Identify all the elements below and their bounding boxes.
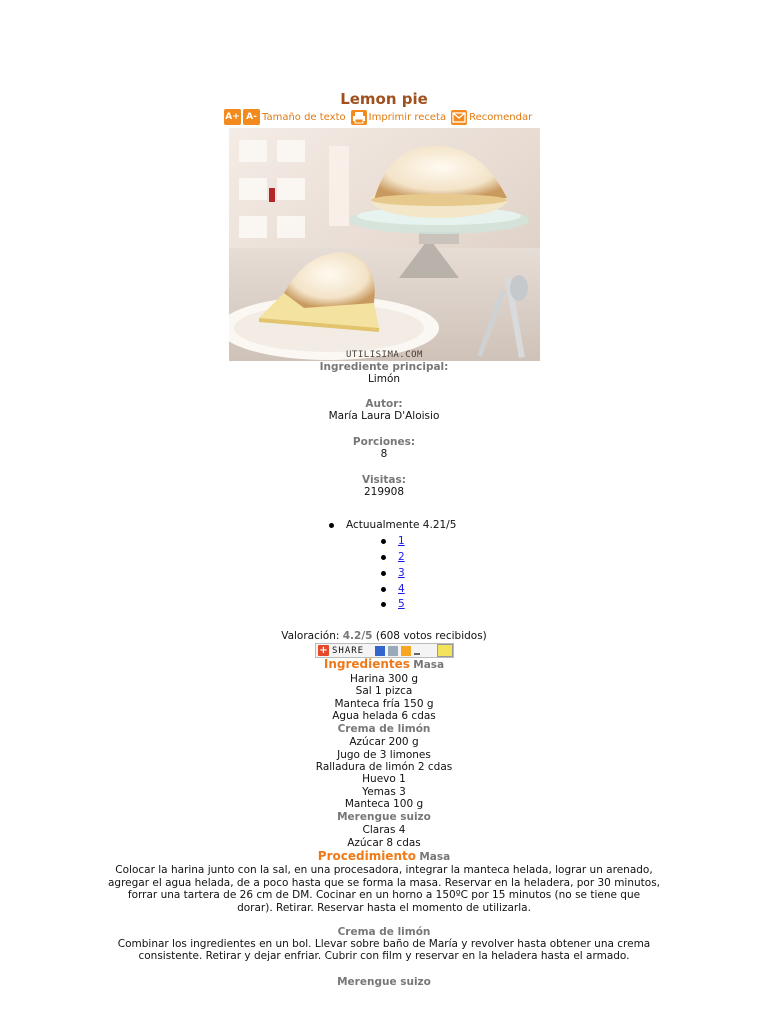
ingredient-item: Jugo de 3 limones <box>337 749 431 761</box>
rating-option-1[interactable]: 1 <box>398 535 405 547</box>
rating-option-2[interactable]: 2 <box>398 551 405 563</box>
detail-value: 8 <box>380 448 388 460</box>
procedure-header <box>0 850 768 864</box>
ingredient-group-title: Crema de limón <box>337 723 431 735</box>
recommend-link[interactable]: Recomendar <box>469 111 533 123</box>
share-label: SHARE <box>332 645 365 656</box>
procedure-text-line: Combinar los ingredientes en un bol. Llevar sobre baño de María y revolver hasta obtener una crema <box>117 938 651 950</box>
ingredient-item: Harina 300 g <box>349 673 419 685</box>
recipe-title: Lemon pie <box>340 90 428 108</box>
current-rating-text: Actuualmente 4.21/5 <box>346 519 457 531</box>
rating-summary-label: Valoración: <box>281 630 340 642</box>
digg-icon[interactable] <box>388 646 398 656</box>
bullet-icon <box>381 587 386 592</box>
rating-option-3[interactable]: 3 <box>398 567 405 579</box>
printer-icon[interactable] <box>351 110 367 125</box>
ingredients-header <box>0 658 768 672</box>
font-increase-button[interactable]: A+ <box>224 109 241 125</box>
ingredients-heading: Ingredientes <box>323 657 410 671</box>
detail-label: Porciones: <box>352 436 416 448</box>
detail-value: Limón <box>367 373 401 385</box>
procedure-step-title: Crema de limón <box>337 926 431 938</box>
detail-label: Visitas: <box>362 474 406 486</box>
ingredient-item: Ralladura de limón 2 cdas <box>315 761 453 773</box>
detail-label: Autor: <box>365 398 403 410</box>
ingredient-item: Manteca fría 150 g <box>334 698 434 710</box>
rating-option-item <box>381 535 405 547</box>
envelope-icon[interactable] <box>451 110 467 125</box>
font-size-link[interactable]: Tamaño de texto <box>262 111 346 123</box>
font-decrease-button[interactable]: A- <box>243 109 260 125</box>
procedure-text-line: consistente. Retirar y dejar enfriar. Cubrir con film y reservar en la heladera hasta el armado. <box>138 950 630 962</box>
procedure-text-line: forrar una tartera de 26 cm de DM. Cocinar en un horno a 150ºC por 15 minutos (no se tiene que <box>127 889 641 901</box>
ingredient-item: Huevo 1 <box>362 773 406 785</box>
rating-option-4[interactable]: 4 <box>398 583 405 595</box>
rating-option-item <box>381 551 405 563</box>
stumble-icon[interactable] <box>401 646 411 656</box>
procedure-text-line: dorar). Retirar. Reservar hasta el momento de utilizarla. <box>237 902 531 914</box>
rating-option-item <box>381 583 405 595</box>
ingredient-item: Azúcar 8 cdas <box>347 837 421 849</box>
ingredient-item: Claras 4 <box>362 824 406 836</box>
plus-icon: + <box>319 645 328 656</box>
print-recipe-link[interactable]: Imprimir receta <box>368 111 447 123</box>
bullet-icon <box>381 571 386 576</box>
delicious-icon[interactable] <box>375 646 385 656</box>
procedure-text-line: agregar el agua helada, de a poco hasta que se forma la masa. Reservar en la heladera, por 30 minutos, <box>108 877 660 889</box>
detail-servings <box>0 436 768 460</box>
rating-option-item <box>381 567 405 579</box>
bookmark-icon[interactable] <box>437 644 453 657</box>
detail-visits <box>0 474 768 498</box>
ingredient-item: Yemas 3 <box>362 786 406 798</box>
more-icon[interactable] <box>414 653 420 655</box>
procedure-step-title: Merengue suizo <box>337 976 431 988</box>
share-button[interactable] <box>315 643 454 658</box>
recipe-photo <box>229 128 540 361</box>
bullet-icon <box>381 555 386 560</box>
detail-author <box>0 398 768 422</box>
procedure-step-title: Masa <box>419 851 451 863</box>
bullet-icon <box>381 602 386 607</box>
bullet-icon <box>381 539 386 544</box>
rating-option-5[interactable]: 5 <box>398 598 405 610</box>
ingredient-group-title: Masa <box>413 659 445 671</box>
rating-summary-votes: (608 votos recibidos) <box>375 630 487 642</box>
detail-value: 219908 <box>363 486 405 498</box>
ingredient-group-title: Merengue suizo <box>337 811 431 823</box>
current-rating-item <box>329 519 456 531</box>
rating-summary-score: 4.2/5 <box>342 630 373 642</box>
ingredient-item: Manteca 100 g <box>344 798 424 810</box>
ingredient-item: Agua helada 6 cdas <box>332 710 436 722</box>
detail-value: María Laura D'Aloisio <box>328 410 440 422</box>
photo-watermark: UTILISIMA.COM <box>346 350 423 360</box>
bullet-icon <box>329 523 334 528</box>
ingredient-item: Azúcar 200 g <box>349 736 419 748</box>
detail-main-ingredient <box>0 361 768 385</box>
procedure-heading: Procedimiento <box>317 849 416 863</box>
rating-option-item <box>381 598 405 610</box>
procedure-text-line: Colocar la harina junto con la sal, en una procesadora, integrar la manteca helada, lograr un arenado, <box>115 864 653 876</box>
detail-label: Ingrediente principal: <box>319 361 449 373</box>
ingredient-item: Sal 1 pizca <box>355 685 413 697</box>
rating-summary <box>0 630 768 643</box>
recipe-toolbar <box>224 108 532 126</box>
